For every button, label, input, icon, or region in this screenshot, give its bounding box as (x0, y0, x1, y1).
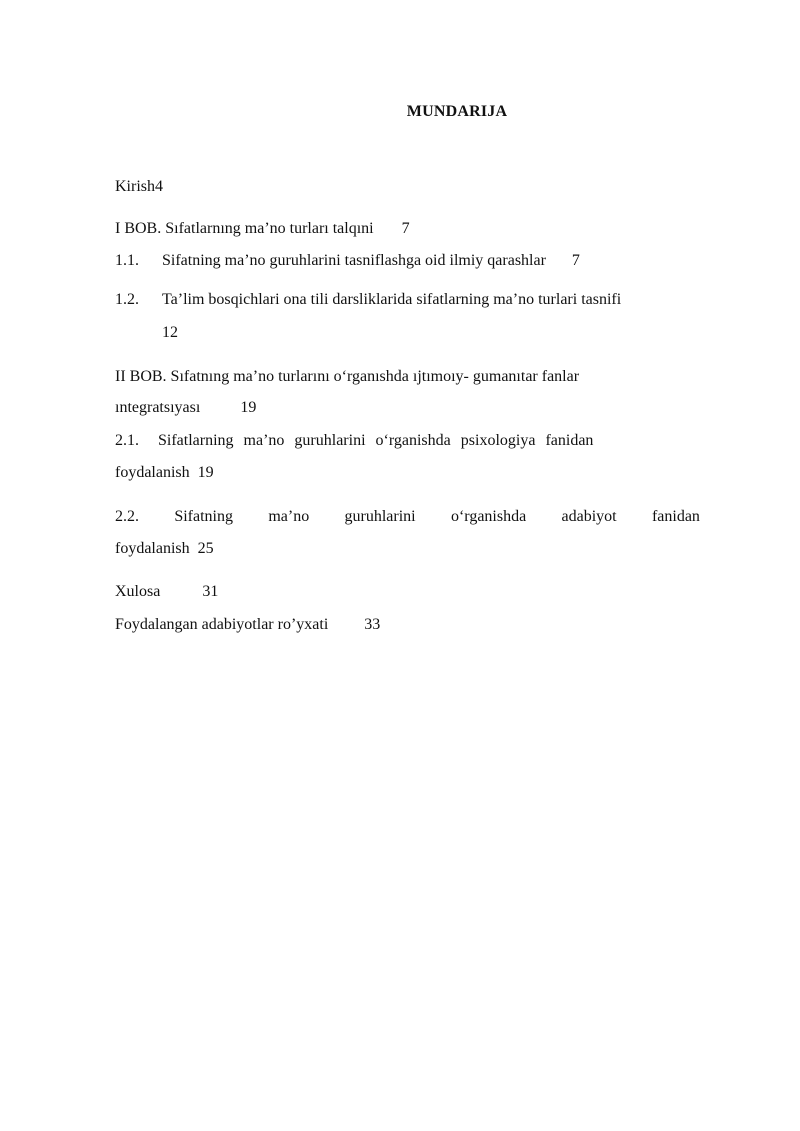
toc-entry-text: I BOB. Sıfatlarnıng ma’no turları talqıni (115, 220, 374, 237)
toc-word: ma’no (243, 432, 285, 449)
toc-entry-page: 7 (571, 252, 580, 269)
toc-entry-adabiyotlar[interactable] (115, 615, 380, 635)
toc-word: adabiyot (561, 508, 617, 525)
toc-entry-kirish[interactable] (115, 177, 163, 197)
toc-word: fanidan (545, 432, 594, 449)
toc-word: psixologiya (460, 432, 536, 449)
toc-entry-xulosa[interactable] (115, 582, 218, 602)
toc-entry-number: 1.2. (115, 291, 139, 308)
toc-word: fanidan (651, 508, 700, 525)
toc-entry-page: 31 (202, 583, 219, 600)
toc-entry-page: 33 (364, 616, 381, 633)
toc-entry-page: 19 (197, 464, 214, 481)
toc-word: Sifatning (174, 508, 233, 525)
toc-entry-1-2-page-line (162, 323, 178, 343)
toc-word: Sifatlarning (158, 432, 234, 449)
toc-entry-2-2[interactable] (115, 507, 700, 527)
toc-entry-text: Sifatning ma’no guruhlarini tasniflashga oid ilmiy qarashlar (162, 252, 546, 269)
toc-entry-text-continued: ıntegratsıyası (115, 399, 201, 416)
toc-entry-text: II BOB. Sıfatnıng ma’no turlarını o‘rganıshda ıjtımoıy- gumanıtar fanlar (115, 368, 580, 385)
toc-entry-text: Xulosa (115, 583, 161, 600)
toc-entry-text: Kirish (115, 178, 155, 195)
toc-word: ma’no (268, 508, 310, 525)
toc-entry-text: Foydalangan adabiyotlar ro’yxati (115, 616, 329, 633)
toc-entry-1-1[interactable] (115, 251, 580, 271)
toc-entry-2-1[interactable] (115, 431, 593, 451)
toc-entry-bob2-line2 (115, 398, 256, 418)
toc-entry-page: 12 (162, 324, 178, 341)
toc-entry-bob1[interactable] (115, 219, 410, 239)
toc-entry-text-continued: foydalanish (115, 540, 190, 557)
toc-entry-2-2-line2 (115, 539, 214, 559)
toc-entry-text: Ta’lim bosqichlari ona tili darsliklarida sifatlarning ma’no turlari tasnifi (162, 291, 622, 308)
toc-entry-bob2[interactable] (115, 367, 579, 387)
toc-entry-page: 7 (401, 220, 410, 237)
toc-entry-text-continued: foydalanish (115, 464, 190, 481)
toc-entry-page: 25 (197, 540, 214, 557)
toc-entry-page: 4 (155, 178, 163, 195)
toc-title: MUNDARIJA (406, 103, 508, 120)
toc-word: guruhlarini (294, 432, 366, 449)
toc-entry-1-2[interactable] (115, 290, 621, 310)
toc-entry-2-1-line2 (115, 463, 214, 483)
toc-entry-number: 2.1. (115, 432, 139, 449)
toc-word: o‘rganishda (450, 508, 527, 525)
toc-word: guruhlarini (344, 508, 416, 525)
toc-word: o‘rganishda (375, 432, 451, 449)
toc-entry-number: 2.2. (115, 508, 139, 525)
toc-entry-page: 19 (240, 399, 257, 416)
toc-entry-number: 1.1. (115, 252, 139, 269)
